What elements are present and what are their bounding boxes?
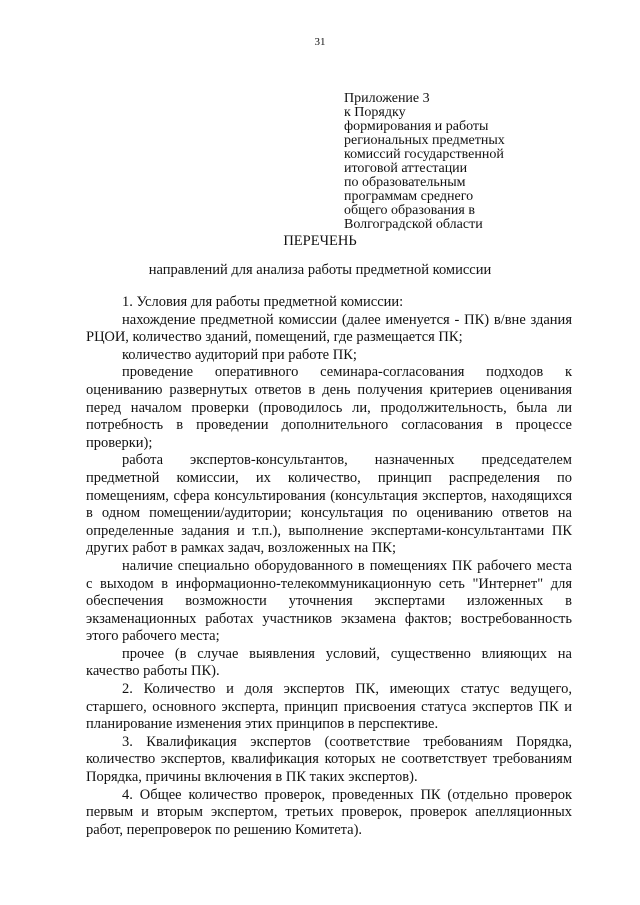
appendix-header: [344, 92, 564, 232]
paragraph: нахождение предметной комиссии (далее именуется - ПК) в/вне здания РЦОИ, количество зданий, помещений, где размещается ПК;: [86, 311, 572, 346]
paragraph: 4. Общее количество проверок, проведенных ПК (отдельно проверок первым и вторым экспертом, третьих проверок, проверок апелляционных работ, перепроверок по решению Комитета).: [86, 786, 572, 838]
appendix-line: формирования и работы: [344, 119, 489, 134]
appendix-line: по образовательным: [344, 175, 466, 190]
appendix-line: Волгоградской области: [344, 217, 483, 232]
paragraph: 2. Количество и доля экспертов ПК, имеющих статус ведущего, старшего, основного эксперта, принцип присвоения статуса экспертов ПК и планирование изменения этих принципов в перспективе.: [86, 681, 572, 733]
paragraph: наличие специально оборудованного в помещениях ПК рабочего места с выходом в информационно-телекоммуникационную сеть "Интернет" для обеспечения возможности уточнения экспертами изложенных в экзаменационных работах участников экзамена фактов; востребованность этого рабочего места;: [86, 557, 572, 645]
document-body: [86, 294, 572, 839]
document-title: ПЕРЕЧЕНЬ: [283, 233, 357, 249]
appendix-line: к Порядку: [344, 105, 406, 120]
paragraph: работа экспертов-консультантов, назначенных председателем предметной комиссии, их количество, принцип распределения по помещениям, сфера консультирования (консультация экспертов, находящихся в одном помещении/аудитории; консультация по оцениванию ответов на определенные задания и т.п.), выполнение экспертами-консультантами ПК других работ в рамках задач, возложенных на ПК;: [86, 452, 572, 557]
appendix-line: итоговой аттестации: [344, 161, 468, 176]
appendix-line: общего образования в: [344, 203, 475, 218]
paragraph: проведение оперативного семинара-согласования подходов к оцениванию развернутых ответов в день получения критериев оценивания перед началом проверки (проводилось ли, продолжительность, была ли потребность в проведении дополнительного согласования в процессе проверки);: [86, 364, 572, 451]
document-subtitle: направлений для анализа работы предметной комиссии: [148, 262, 492, 278]
appendix-line: комиссий государственной: [344, 147, 504, 162]
paragraph: количество аудиторий при работе ПК;: [122, 346, 357, 363]
paragraph: 1. Условия для работы предметной комиссии:: [122, 294, 404, 310]
paragraph: прочее (в случае выявления условий, существенно влияющих на качество работы ПК).: [86, 645, 572, 680]
appendix-line: программам среднего: [344, 189, 474, 204]
appendix-line: Приложение 3: [344, 91, 430, 106]
appendix-line: региональных предметных: [344, 133, 505, 148]
page-number: 31: [314, 36, 326, 48]
paragraph: 3. Квалификация экспертов (соответствие требованиям Порядка, количество экспертов, квалификация которых не соответствует требованиям Порядка, причины включения в ПК таких экспертов).: [86, 733, 572, 786]
